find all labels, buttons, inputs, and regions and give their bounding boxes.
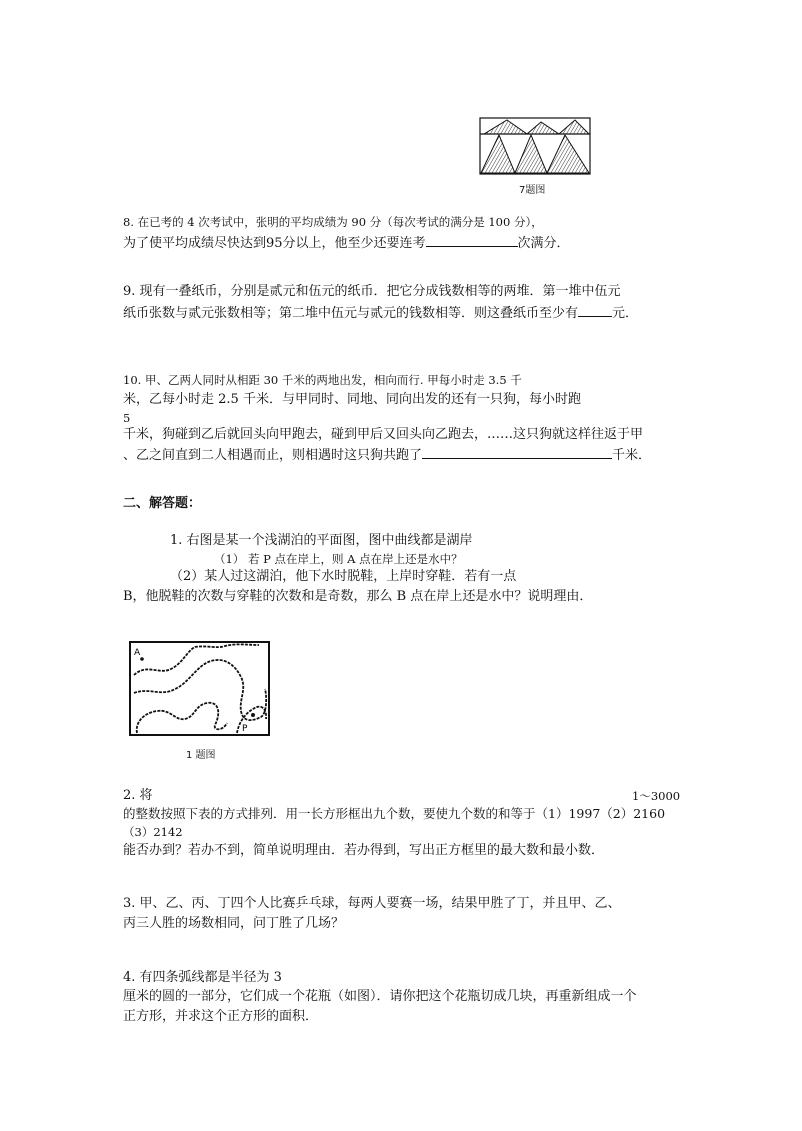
q8-answer-blank[interactable] [426, 232, 518, 247]
q10-line3: 5 [123, 411, 131, 425]
figure-7-triangles [479, 117, 591, 177]
figure-7-caption: 7题图 [519, 185, 546, 196]
q10-line2: 米，乙每小时走 2.5 千米．与甲同时、同地、同向出发的还有一只狗，每小时跑 [123, 392, 581, 407]
point-a-dot [140, 657, 144, 661]
p2-line3: （3）2142 [123, 825, 183, 839]
q9-line2-text: 纸币张数与贰元张数相等；第二堆中伍元与贰元的钱数相等．则这叠纸币至少有 [123, 306, 579, 321]
p4-line1: 4. 有四条弧线都是半径为 3 [123, 970, 282, 985]
q10-line1: 10. 甲、乙两人同时从相距 30 千米的两地出发，相向而行. 甲每小时走 3.5 千 [123, 373, 522, 387]
p1-line2: （1） 若 P 点在岸上，则 A 点在岸上还是水中？ [214, 552, 463, 566]
q9-answer-blank[interactable] [578, 302, 612, 317]
figure-1-lake-map [129, 641, 271, 737]
p4-line3: 正方形，并求这个正方形的面积． [123, 1009, 319, 1024]
p2-line1-right: 1～3000 [632, 789, 681, 803]
p4-line2: 厘米的圆的一部分，它们成一个花瓶（如图）．请你把这个花瓶切成几块，再重新组成一个 [123, 989, 637, 1004]
point-p-dot [251, 713, 255, 717]
q8-line2 [123, 232, 570, 254]
q10-line5 [123, 444, 651, 466]
point-p-label: P [242, 724, 248, 734]
q8-line1: 8. 在已考的 4 次考试中，张明的平均成绩为 90 分（每次考试的满分是 100 分）， [123, 215, 543, 229]
point-a-label: A [134, 648, 141, 658]
q8-line2-tail: 次满分． [517, 236, 570, 251]
p1-line1: 1. 右图是某一个浅湖泊的平面图，图中曲线都是湖岸 [170, 533, 473, 548]
q9-line2 [123, 302, 638, 324]
p3-line2: 丙三人胜的场数相同，问丁胜了几场？ [123, 916, 345, 931]
q10-answer-blank[interactable] [422, 444, 612, 459]
q10-line4: 千米，狗碰到乙后就回头向甲跑去，碰到甲后又回头向乙跑去，……这只狗就这样往返于甲 [123, 427, 644, 442]
p1-line4: B，他脱鞋的次数与穿鞋的次数和是奇数，那么 B 点在岸上还是水中？说明理由． [123, 589, 593, 604]
p2-line4: 能否办到？若办不到，简单说明理由．若办得到，写出正方框里的最大数和最小数． [123, 843, 605, 858]
p1-line3: （2）某人过这湖泊，他下水时脱鞋，上岸时穿鞋．若有一点 [170, 569, 517, 584]
q9-line1: 9. 现有一叠纸币，分别是贰元和伍元的纸币．把它分成钱数相等的两堆．第一堆中伍元 [123, 284, 621, 299]
section-2-title: 二、解答题： [123, 496, 202, 511]
p3-line1: 3. 甲、乙、丙、丁四个人比赛乒乓球，每两人要赛一场，结果甲胜了丁，并且甲、乙、 [123, 896, 621, 911]
p2-line2: 的整数按照下表的方式排列．用一长方形框出九个数，要使九个数的和等于（1）1997（2）2160 [123, 806, 666, 821]
p2-line1-left: 2. 将 [123, 788, 153, 803]
q9-line2-tail: 元． [612, 306, 639, 321]
q10-line5-tail: 千米． [612, 448, 652, 463]
q10-line5-text: 、乙之间直到二人相遇而止，则相遇时这只狗共跑了 [123, 448, 423, 463]
figure-1-caption: 1 题图 [186, 750, 216, 761]
q8-line2-text: 为了使平均成绩尽快达到95分以上，他至少还要连考 [123, 236, 426, 251]
